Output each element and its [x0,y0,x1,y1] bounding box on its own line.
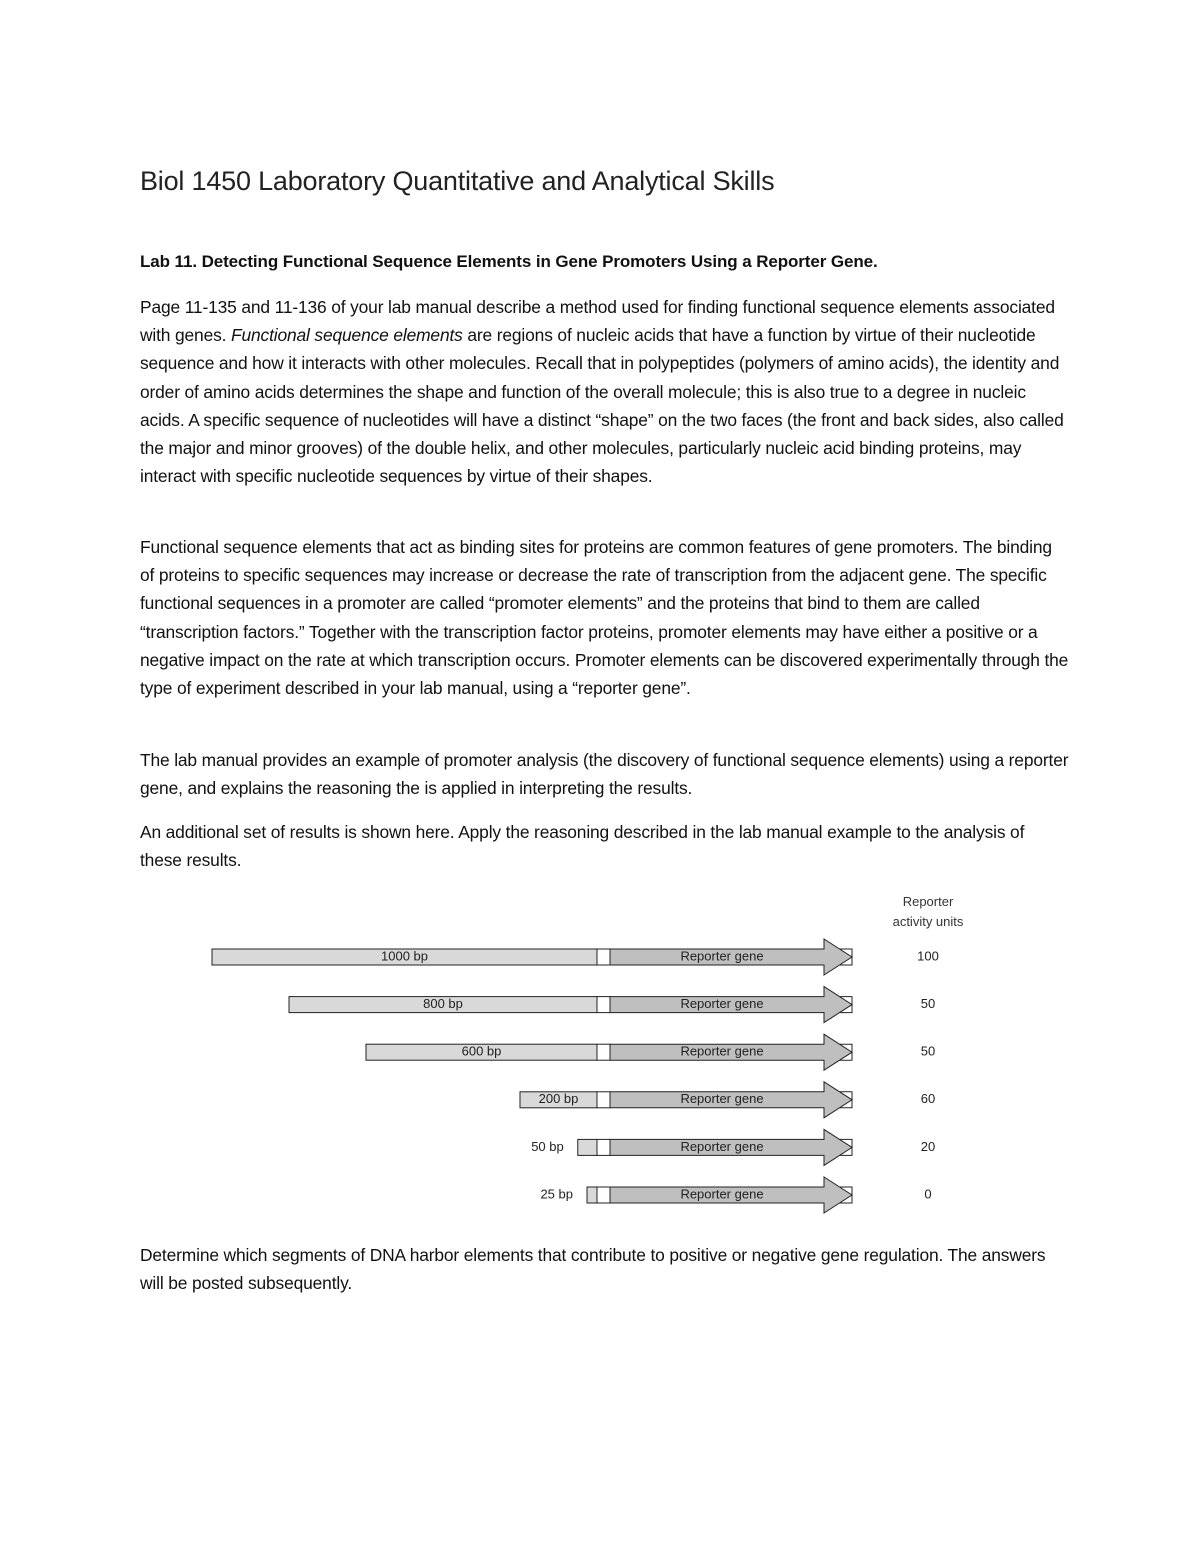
lab-subtitle: Lab 11. Detecting Functional Sequence Elements in Gene Promoters Using a Reporter Gene. [140,252,878,271]
promoter-length-label: 200 bp [538,1091,579,1107]
activity-header-line1: Reporter [902,894,954,909]
paragraph-question: Determine which segments of DNA harbor elements that contribute to positive or negative gene regulation. The answers will be posted subsequently. [140,1245,1046,1294]
activity-header-line2: activity units [892,914,964,929]
promoter-segment [578,1139,597,1155]
reporter-gene-label: Reporter gene [680,1043,764,1059]
reporter-gene-diagram [0,880,1200,1225]
start-site-box [597,1139,610,1155]
construct-row [212,939,939,975]
construct-rows [212,939,939,1213]
paragraph-promoters: Functional sequence elements that act as binding sites for proteins are common features of gene promoters. The binding of proteins to specific sequences may increase or decrease the rate of transcription from the adjacent gene. The specific functional sequences in a promoter are called “promoter elements” and the proteins that bind to them are called “transcription factors.” Together with the transcription factor proteins, promoter elements may have either a positive or a negative impact on the rate at which transcription occurs. Promoter elements can be discovered experimentally through the type of experiment described in your lab manual, using a “reporter gene”. [140,537,1069,699]
construct-row [289,987,935,1023]
document-title: Biol 1450 Laboratory Quantitative and Analytical Skills [140,166,775,196]
reporter-gene-label: Reporter gene [680,996,764,1012]
paragraph-results-intro: An additional set of results is shown here. Apply the reasoning described in the lab manual example to the analysis of these results. [140,822,1025,871]
construct-row [520,1082,935,1118]
reporter-gene-label: Reporter gene [680,1091,764,1107]
activity-value: 60 [920,1091,936,1107]
promoter-length-label: 25 bp [540,1186,573,1202]
promoter-length-label: 600 bp [461,1043,502,1059]
activity-value: 20 [920,1138,936,1154]
construct-row [366,1034,935,1070]
reporter-gene-label: Reporter gene [680,1186,764,1202]
promoter-length-label: 1000 bp [381,948,428,964]
start-site-box [597,1044,610,1060]
italic-term: Functional sequence elements [231,325,463,346]
start-site-box [597,1092,610,1108]
promoter-segment [587,1187,597,1203]
activity-value: 50 [920,996,936,1012]
construct-row [531,1129,935,1165]
reporter-gene-label: Reporter gene [680,1138,764,1154]
paragraph-lab-manual: The lab manual provides an example of promoter analysis (the discovery of functional sequence elements) using a reporter gene, and explains the reasoning the is applied in interpreting the results. [140,750,1069,799]
promoter-length-label: 50 bp [531,1138,564,1154]
paragraph-intro-start: Page 11-135 and 11-136 of your lab manual describe a method used for finding functional sequence elements associated with genes. [140,297,1055,346]
paragraph-intro [140,293,1070,490]
activity-value: 0 [924,1186,932,1202]
reporter-gene-label: Reporter gene [680,948,764,964]
paragraph-intro-end: are regions of nucleic acids that have a function by virtue of their nucleotide sequence and how it interacts with other molecules. Recall that in polypeptides (polymers of amino acids), the identity and order of amino acids determines the shape and function of the overall molecule; this is also true to a degree in nucleic acids. A specific sequence of nucleotides will have a distinct “shape” on the two faces (the front and back sides, also called the major and minor grooves) of the double helix, and other molecules, particularly nucleic acid binding proteins, may interact with specific nucleotide sequences by virtue of their shapes. [140,325,1064,487]
activity-value: 50 [920,1043,936,1059]
start-site-box [597,997,610,1013]
construct-row [540,1177,931,1213]
promoter-length-label: 800 bp [423,996,463,1012]
start-site-box [597,1187,610,1203]
activity-value: 100 [917,948,939,964]
start-site-box [597,949,610,965]
